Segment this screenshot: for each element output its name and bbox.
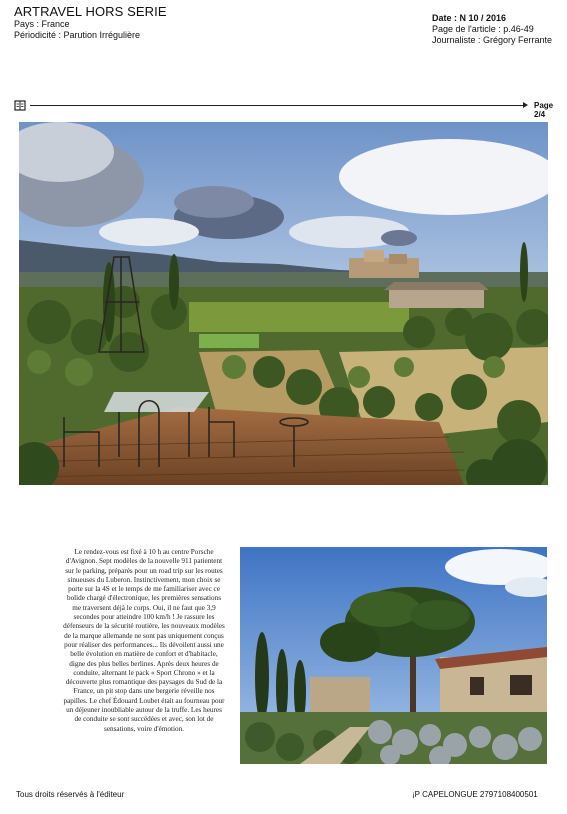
rights-notice: Tous droits réservés à l'éditeur — [16, 790, 125, 799]
pine-garden-photo — [240, 547, 547, 764]
header-right — [432, 13, 552, 46]
periodicity-line: Périodicité : Parution Irrégulière — [14, 30, 141, 40]
journalist: Journaliste : Grégory Ferrante — [432, 35, 553, 45]
reference-code — [412, 790, 538, 799]
divider-line — [30, 105, 526, 106]
page-rule — [14, 100, 554, 119]
page-indicator: Page 2/4 — [534, 101, 554, 119]
reference-text: CAPELONGUE 2797108400501 — [422, 790, 538, 799]
issue-date: Date : N 10 / 2016 — [432, 13, 507, 23]
arrow-right-icon — [523, 102, 528, 108]
stamp-icon: ¡P — [412, 790, 420, 799]
publication-title: ARTRAVEL HORS SERIE — [14, 4, 167, 19]
header-left — [14, 4, 167, 41]
article-text: Le rendez-vous est fixé à 10 h au centre Porsche d'Avignon. Sept modèles de la nouvelle 911 patientent sur le parking, préparés pour un road trip sur les routes sinueuses du Luberon. Instinctivement, mon choix se porte sur la 4S et le temps de me familiariser avec ce bolide chargé d'électronique, les premières sensations me traversent déjà le corps. Oui, il ne faut que 3,9 secondes pour atteindre 100 km/h ! Je rassure les défenseurs de la sécurité routière, les nouveaux modèles de la marque allemande ne sont pas uniquement conçus pour réaliser des performances... Ils dévoilent aussi une belle évolution en matière de confort et d'habitacle, digne des plus belles berlines. Après deux heures de conduite, alternant le pack « Sport Chrono » et la découverte plus romantique des paysages du Sud de la France, un pit stop dans une bergerie réveille nos papilles. Le chef Édouard Loubet était au fourneau pour un déjeuner inoubliable autour de la truffe. Les heures de conduite se sont succédées et avec, son lot de sensations, voire d'émotion. — [63, 548, 225, 733]
garden-landscape-photo — [19, 122, 548, 485]
article-pages: Page de l'article : p.46-49 — [432, 24, 534, 34]
country-line: Pays : France — [14, 19, 70, 29]
book-icon — [14, 100, 26, 111]
